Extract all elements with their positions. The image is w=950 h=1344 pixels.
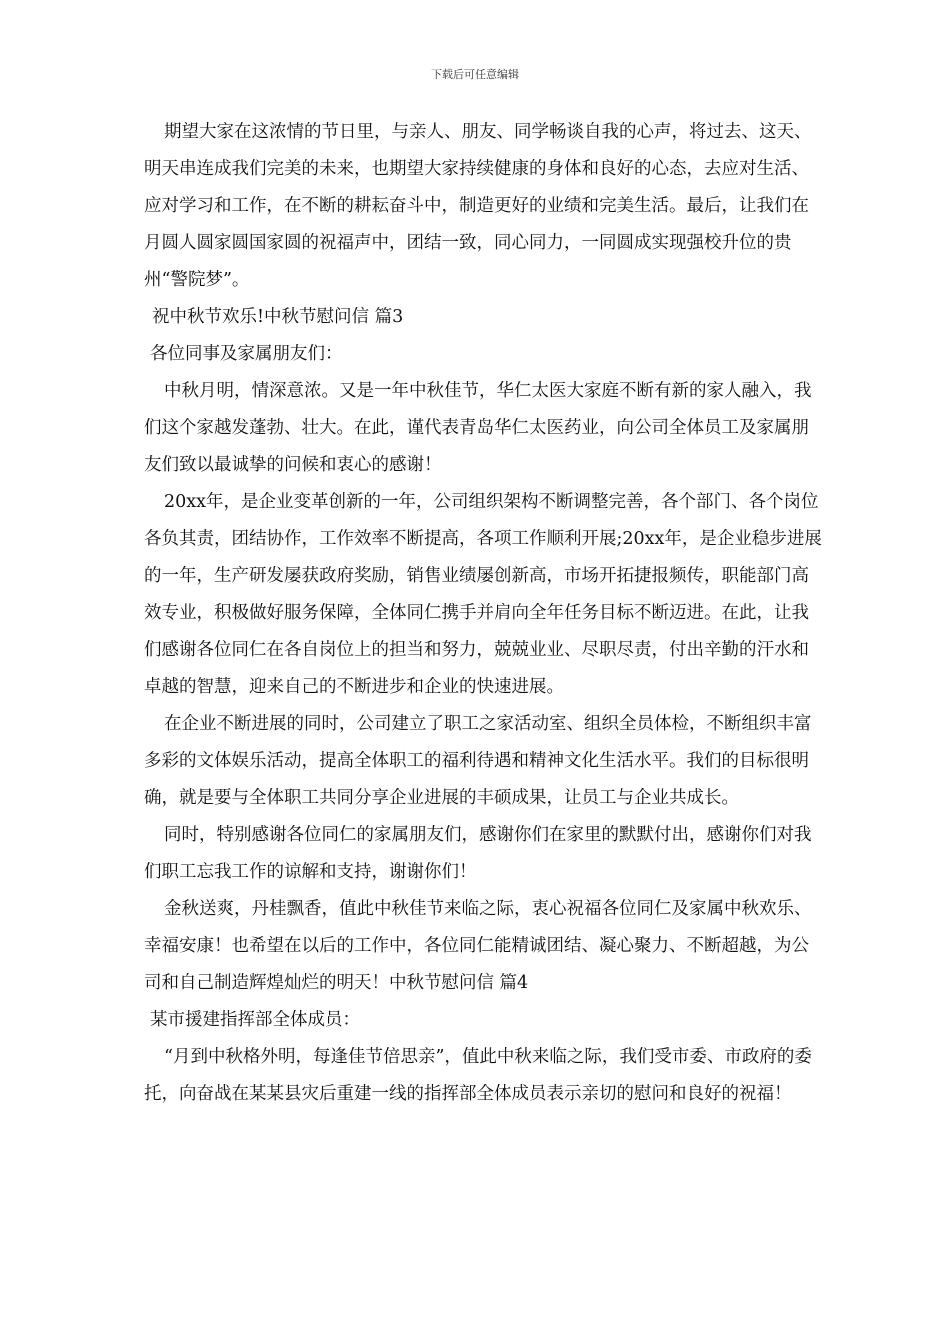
paragraph: 同时，特别感谢各位同仁的家属朋友们，感谢你们在家里的默默付出，感谢你们对我们职工忘我工作的谅解和支持，谢谢你们！ [144, 825, 812, 882]
page-header: 下载后可任意编辑 [431, 68, 519, 81]
paragraph: 期望大家在这浓情的节日里，与亲人、朋友、同学畅谈自我的心声，将过去、这天、明天串连成我们完美的未来，也期望大家持续健康的身体和良好的心态，去应对生活、应对学习和工作，在不断的耕耘奋斗中，制造更好的业绩和完美生活。最后，让我们在月圆人圆家圆国家圆的祝福声中，团结一致，同心同力，一同圆成实现强校升位的贵州“警院梦”。 [144, 122, 812, 290]
document-body [144, 114, 824, 1113]
paragraph: 中秋月明，情深意浓。又是一年中秋佳节，华仁太医大家庭不断有新的家人融入，我们这个家越发蓬勃、壮大。在此，谨代表青岛华仁太医药业，向公司全体员工及家属朋友们致以最诚挚的问候和衷心的感谢！ [144, 381, 812, 475]
paragraph: 在企业不断进展的同时，公司建立了职工之家活动室、组织全员体检，不断组织丰富多彩的文体娱乐活动，提高全体职工的福利待遇和精神文化生活水平。我们的目标很明确，就是要与全体职工共同分享企业进展的丰硕成果，让员工与企业共成长。 [144, 714, 812, 808]
salutation: 某市援建指挥部全体成员： [150, 1010, 360, 1030]
paragraph: 20xx年，是企业变革创新的一年，公司组织架构不断调整完善，各个部门、各个岗位各负其责，团结协作，工作效率不断提高，各项工作顺利开展;20xx年，是企业稳步进展的一年，生产研发屡获政府奖励，销售业绩屡创新高，市场开拓捷报频传，职能部门高效专业，积极做好服务保障，全体同仁携手并肩向全年任务目标不断迈进。在此，让我们感谢各位同仁在各自岗位上的担当和努力，兢兢业业、尽职尽责，付出辛勤的汗水和卓越的智慧，迎来自己的不断进步和企业的快速进展。 [144, 492, 822, 697]
section-title: 祝中秋节欢乐!中秋节慰问信 篇3 [152, 307, 404, 327]
paragraph: “月到中秋格外明，每逢佳节倍思亲”，值此中秋来临之际，我们受市委、市政府的委托，向奋战在某某县灾后重建一线的指挥部全体成员表示亲切的慰问和良好的祝福！ [144, 1047, 812, 1104]
salutation: 各位同事及家属朋友们： [150, 344, 343, 364]
paragraph: 金秋送爽，丹桂飘香，值此中秋佳节来临之际，衷心祝福各位同仁及家属中秋欢乐、幸福安康！也希望在以后的工作中，各位同仁能精诚团结、凝心聚力、不断超越，为公司和自己制造辉煌灿烂的明天！中秋节慰问信 篇4 [144, 899, 812, 993]
